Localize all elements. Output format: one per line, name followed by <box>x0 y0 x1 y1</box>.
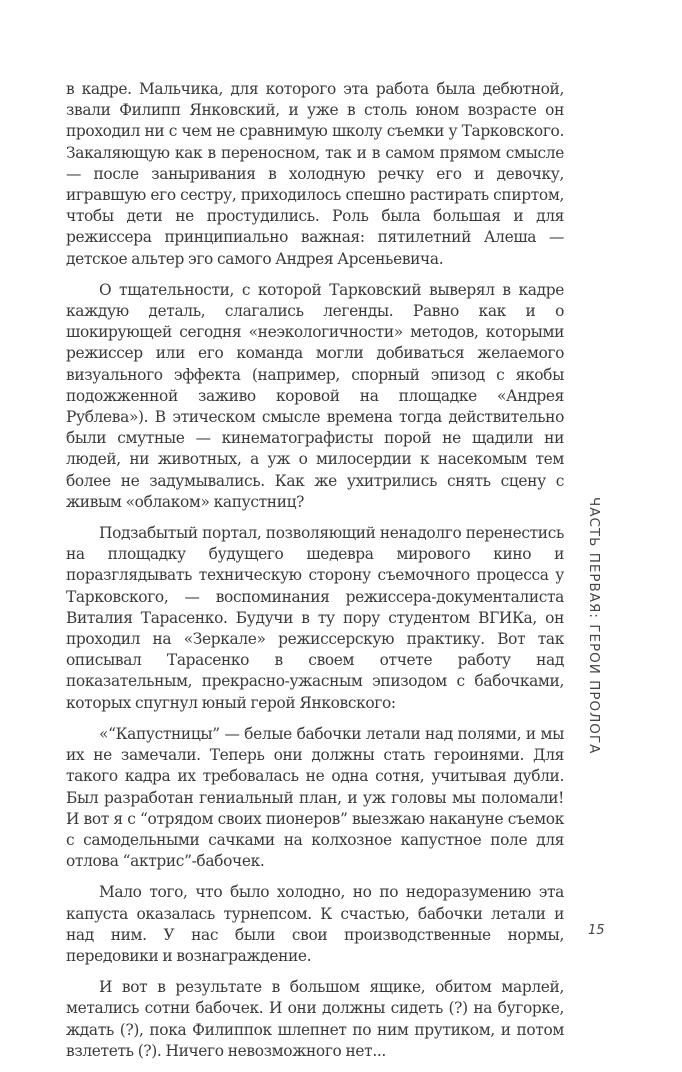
paragraph-2: О тщательности, с которой Тарковский выверял в кадре каждую деталь, слагались легенды. Равно как и о шокирующей сегодня «неэкологичности» методов, которыми режиссер или его команда могли добиваться желаемого визуального эффекта (например, спорный эпизод с якобы подожженной заживо коровой на площадке «Андрея Рублева»). В этическом смысле времена тогда действительно были смутные — кинематографисты порой не щадили ни людей, ни животных, а уж о милосердии к насекомым тем более не задумывались. Как же ухитрились снять сцену с живым «облаком» капустниц? <box>66 280 564 511</box>
page-body-text <box>66 79 564 1072</box>
quote-paragraph-2: Мало того, что было холодно, но по недоразумению эта капуста оказалась турнепсом. К счастью, бабочки летали и над ним. У нас были свои производственные нормы, передовики и вознаграждение. <box>66 883 564 965</box>
paragraph-1: в кадре. Мальчика, для которого эта работа была дебютной, звали Филипп Янковский, и уже в столь юном возрасте он проходил ни с чем не сравнимую школу съемки у Тарковского. Закаляющую как в переносном, так и в самом прямом смысле — после заныривания в холодную речку его и девочку, игравшую его сестру, приходилось спешно растирать спиртом, чтобы дети не простудились. Роль была большая и для режиссера принципиально важная: пятилетний Алеша — детское альтер эго самого Андрея Арсеньевича. <box>66 80 564 268</box>
quote-paragraph-1: «“Капустницы” — белые бабочки летали над полями, и мы их не замечали. Теперь они должны стать героинями. Для такого кадра их требовалась не одна сотня, учитывая дубли. Был разработан гениальный план, и уж головы мы поломали! И вот я с “отрядом своих пионеров” выезжаю накануне съемок с самодельными сачками на колхозное капустное поле для отлова “актрис”-бабочек. <box>66 724 564 871</box>
paragraph-3: Подзабытый портал, позволяющий ненадолго перенестись на площадку будущего шедевра мирового кино и поразглядывать техническую сторону съемочного процесса у Тарковского, — воспоминания режиссера-документалиста Виталия Тарасенко. Будучи в ту пору студентом ВГИКа, он проходил на «Зеркале» режиссерскую практику. Вот так описывал Тарасенко в своем отчете работу над показательным, прекрасно-ужасным эпизодом с бабочками, которых спугнул юный герой Янковского: <box>66 524 564 712</box>
quote-paragraph-3: И вот в результате в большом ящике, обитом марлей, метались сотни бабочек. И они должны сидеть (?) на бугорке, ждать (?), пока Филиппок шлепнет по ним прутиком, и потом взлететь (?). Ничего невозможного нет... <box>66 978 564 1060</box>
running-head: ЧАСТЬ ПЕРВАЯ: ГЕРОИ ПРОЛОГА <box>586 497 602 755</box>
page-number: 15 <box>588 923 605 938</box>
